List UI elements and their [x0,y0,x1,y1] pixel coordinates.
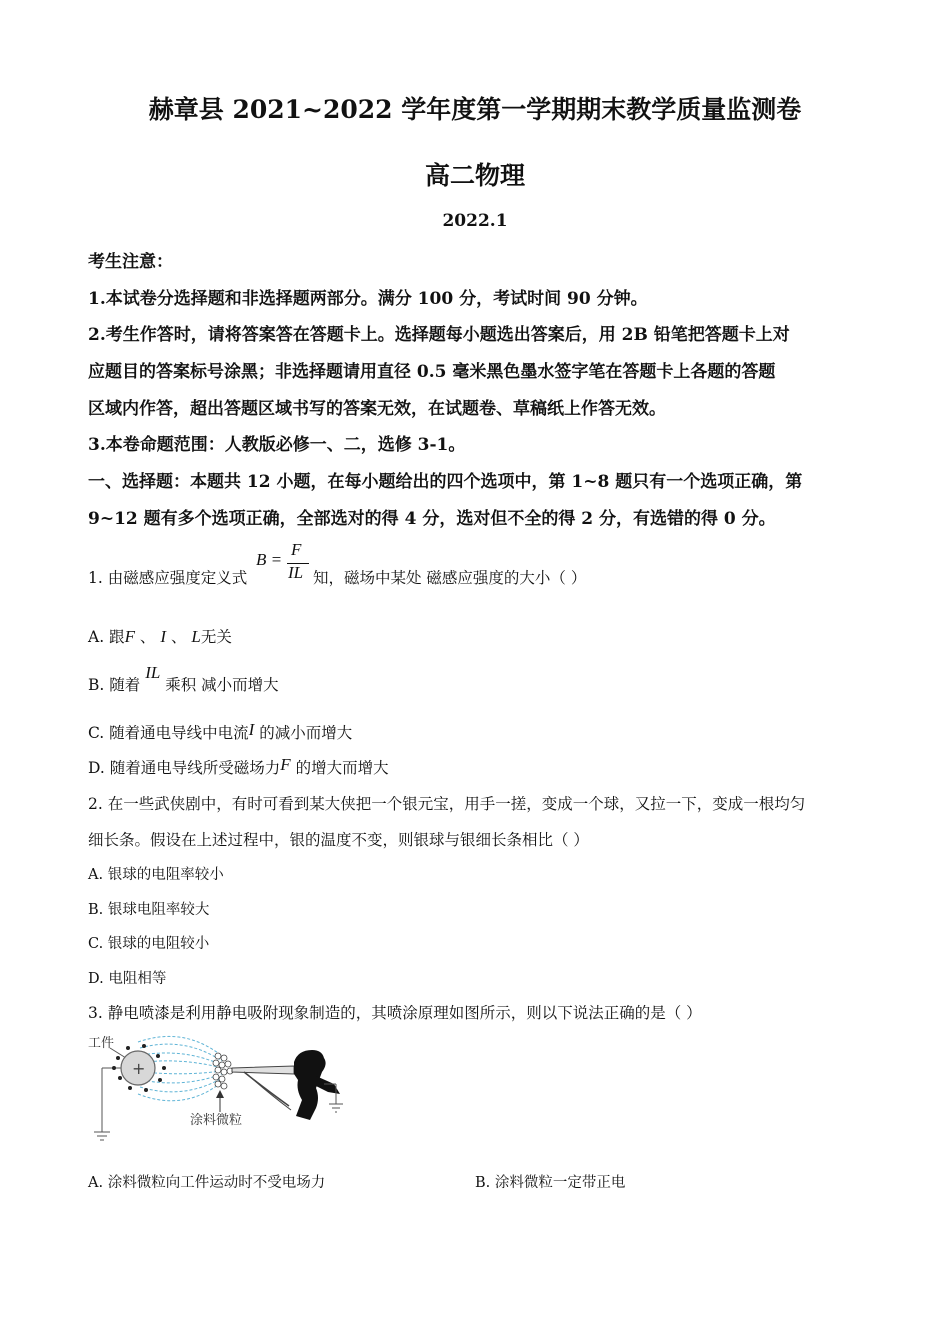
q1-stem-suffix: 知，磁场中某处 磁感应强度的大小（ ） [313,569,587,587]
var-F: F [124,627,135,646]
q1-stem-prefix: 1. 由磁感应强度定义式 [88,569,248,587]
var-F: F [280,755,291,774]
option-c-prefix: C. 随着通电导线中电流 [88,724,249,742]
q1-option-b[interactable] [88,663,279,695]
option-b-suffix: 乘积 减小而增大 [165,676,279,694]
spray-gun-barrel [232,1066,294,1074]
var-L: L [191,627,201,646]
q1-option-c[interactable] [88,721,352,743]
section-1-line-2: 9~12 题有多个选项正确，全部选对的得 4 分，选对但不全的得 2 分，有选错的得 0 分。 [88,509,776,529]
section-1-line-1: 一、选择题：本题共 12 小题，在每小题给出的四个选项中，第 1~8 题只有一个选项正确，第 [88,472,803,492]
label-workpiece: 工件 [88,1036,115,1051]
q1-option-a[interactable] [88,625,232,647]
q3-stem: 3. 静电喷漆是利用静电吸附现象制造的，其喷涂原理如图所示，则以下说法正确的是（ ） [88,1004,702,1022]
q3-option-a[interactable]: A. 涂料微粒向工件运动时不受电场力 [88,1175,326,1191]
q1-formula [256,540,316,590]
exam-title: 赫章县 2021~2022 学年度第一学期期末教学质量监测卷 [148,95,802,124]
exam-subject: 高二物理 [424,161,525,190]
q2-option-a[interactable]: A. 银球的电阻率较小 [88,867,224,883]
notice-item-1: 1.本试卷分选择题和非选择题两部分。满分 100 分，考试时间 90 分钟。 [88,289,648,309]
exam-date: 2022.1 [442,211,508,231]
formula-numerator: F [291,540,302,559]
plus-sign: + [132,1059,146,1078]
option-d-prefix: D. 随着通电导线所受磁场力 [88,759,281,777]
notice-item-2-line-3: 区域内作答，超出答题区域书写的答案无效，在试题卷、草稿纸上作答无效。 [88,399,666,419]
var-I: I [248,720,255,739]
electrostatic-spray-diagram [84,1028,354,1146]
option-c-suffix: 的减小而增大 [259,724,353,742]
option-a-prefix: A. 跟 [88,628,125,646]
notice-item-2-line-2: 应题目的答案标号涂黑；非选择题请用直径 0.5 毫米黑色墨水签字笔在答题卡上各题的答题 [88,362,776,382]
q2-stem-line-1: 2. 在一些武侠剧中，有时可看到某大侠把一个银元宝，用手一搓，变成一个球，又拉一下，变成一根均匀 [88,795,806,813]
q2-option-c[interactable]: C. 银球的电阻较小 [88,936,210,952]
q2-option-b[interactable]: B. 银球电阻率较大 [88,902,210,918]
var-I: I [160,627,167,646]
q3-option-b[interactable]: B. 涂料微粒一定带正电 [475,1175,626,1191]
notice-heading: 考生注意： [88,252,173,272]
q2-stem-line-2: 细长条。假设在上述过程中，银的温度不变，则银球与银细长条相比（ ） [88,831,589,849]
option-b-prefix: B. 随着 [88,676,141,694]
formula-denominator: IL [288,563,304,582]
notice-item-2-line-1: 2.考生作答时，请将答案答在答题卡上。选择题每小题选出答案后，用 2B 铅笔把答题卡上对 [88,325,790,345]
label-coating-particles: 涂料微粒 [190,1113,243,1128]
formula-lhs: B = [256,550,283,569]
option-d-suffix: 的增大而增大 [295,759,389,777]
separator: 、 [139,628,156,646]
q1-option-d[interactable] [88,756,389,778]
var-IL: IL [145,663,161,682]
notice-item-3: 3.本卷命题范围：人教版必修一、二，选修 3-1。 [88,435,466,455]
separator: 、 [170,628,187,646]
q2-option-d[interactable]: D. 电阻相等 [88,971,167,987]
option-a-suffix: 无关 [200,628,232,646]
